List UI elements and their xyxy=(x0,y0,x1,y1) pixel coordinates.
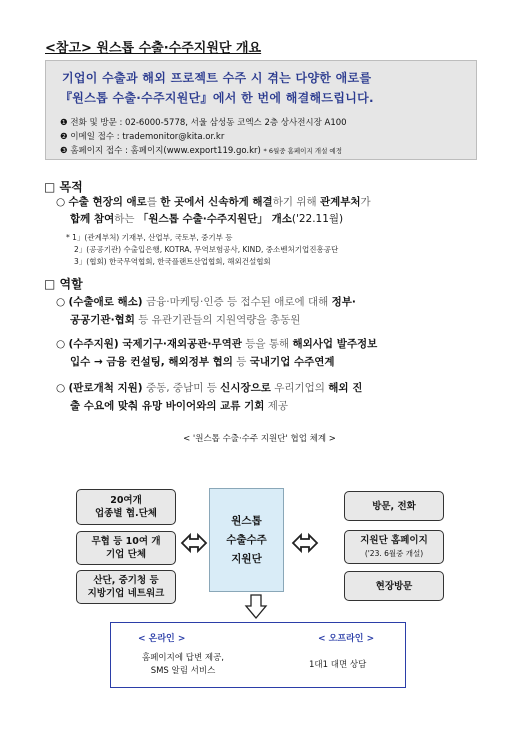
purpose-bold-4: 합께 참여 xyxy=(70,213,115,225)
diagram-right-2-line-2: ('23. 6월중 개설) xyxy=(364,549,424,558)
contact-homepage-note: * 6월중 홈페이지 개설 예정 xyxy=(263,147,342,155)
purpose-note-2: 2」(공공기관) 수출입은행, KOTRA, 무역보험공사, KIND, 중소벤처기업진흥공단 xyxy=(74,245,339,254)
role-1-bold-3: 공공기관·협회 xyxy=(70,314,135,326)
diagram-right-1-text: 방문, 전화 xyxy=(372,500,416,512)
offline-description: 1대1 대면 상담 xyxy=(309,660,367,670)
role-3-text-1: 중동, 중남미 등 xyxy=(142,382,221,394)
diagram-left-3-line-2: 지방기업 네트워크 xyxy=(87,588,165,599)
diagram-left-1-line-2: 업종별 협.단체 xyxy=(95,508,157,519)
purpose-text-2: 하기 위해 xyxy=(272,196,320,208)
diagram-channels-box xyxy=(110,622,406,688)
online-line-2: SMS 알림 서비스 xyxy=(150,666,216,676)
offline-label: < 오프라인 > xyxy=(318,634,375,644)
diagram-caption: < '원스톱 수출·수주 지원단' 협업 체계 > xyxy=(183,434,336,444)
page-title: <참고> 원스톱 수출·수주지원단 개요 xyxy=(45,41,262,56)
role-1-line-1 xyxy=(56,294,356,311)
role-3-bold-4: 출 수요에 맞춰 유망 바이어와의 교류 기회 xyxy=(70,400,265,412)
diagram-left-box-business-groups xyxy=(76,531,176,565)
purpose-bold-2: 한 곳에서 신속하게 해결 xyxy=(160,196,273,208)
role-2-line-1 xyxy=(56,336,377,353)
diagram-left-2-line-1: 무협 등 10여 개 xyxy=(91,536,161,547)
role-3-bold-1: (판로개척 지원) xyxy=(68,382,143,394)
diagram-left-2-line-2: 기업 단체 xyxy=(105,549,146,560)
role-heading: □ 역할 xyxy=(44,277,83,291)
diagram-right-2-line-1: 지원단 홈페이지 xyxy=(360,535,428,546)
role-3-bold-3: 해외 진 xyxy=(328,382,363,394)
role-1-bold-2: 정부· xyxy=(331,296,356,308)
role-2-bold-4: 국내기업 수주연계 xyxy=(249,356,335,368)
role-2-bold-3: 입수 → 금융 컨설팅, 해외정부 협의 xyxy=(70,356,233,368)
role-2-bold-2: 해외사업 발주정보 xyxy=(292,338,378,350)
info-callout-box xyxy=(45,60,477,160)
role-3-text-3: 제공 xyxy=(264,400,288,412)
purpose-heading: □ 목적 xyxy=(44,180,83,194)
diagram-right-box-site-visit xyxy=(344,571,444,601)
diagram-right-3-text: 현장방문 xyxy=(375,580,413,592)
diagram-center-line-3: 지원단 xyxy=(231,552,262,565)
role-2-bold-1: (수주지원) 국제기구·재외공관·무역관 xyxy=(68,338,242,350)
double-arrow-left-icon xyxy=(180,531,208,555)
purpose-bold-5: 「원스톱 수출·수주지원단」 개소 xyxy=(137,213,292,225)
purpose-note-1: * 1」(관계부처) 기재부, 산업부, 국토부, 중기부 등 xyxy=(66,233,233,242)
purpose-line-2 xyxy=(70,211,343,228)
purpose-text-1: 를 xyxy=(146,196,161,208)
bullet: ○ xyxy=(56,196,69,208)
diagram-right-box-homepage xyxy=(344,530,444,564)
purpose-bold-1: 수출 현장의 애로 xyxy=(68,196,147,208)
role-3-text-2: 우리기업의 xyxy=(270,382,329,394)
role-3-line-1 xyxy=(56,380,362,397)
online-line-1: 홈페이지에 답변 제공, xyxy=(141,653,224,663)
diagram-center-line-1: 원스톱 xyxy=(231,514,262,527)
down-arrow-icon xyxy=(244,594,268,620)
diagram-left-box-industry-associations xyxy=(76,489,176,525)
contact-homepage-text: ❸ 홈페이지 접수 : 홈페이지(www.export119.go.kr) xyxy=(60,146,261,156)
purpose-line-1 xyxy=(56,194,371,211)
diagram-center-line-2: 수출수주 xyxy=(226,533,267,546)
callout-headline-1: 기업이 수출과 해외 프로젝트 수주 시 겪는 다양한 애로를 xyxy=(62,71,372,85)
purpose-text-5: ('22.11월) xyxy=(291,213,344,225)
role-1-text-1: 금융·마케팅·인증 등 접수된 애로에 대해 xyxy=(142,296,332,308)
online-label: < 온라인 > xyxy=(138,634,186,644)
purpose-bold-3: 관계부처 xyxy=(319,196,361,208)
online-description xyxy=(113,652,253,678)
purpose-text-3: 가 xyxy=(360,196,371,208)
role-1-bold-1: (수출애로 해소) xyxy=(68,296,143,308)
bullet: ○ xyxy=(56,382,69,394)
callout-headline-2: 『원스톱 수출·수주지원단』에서 한 번에 해결해드립니다. xyxy=(60,91,374,105)
diagram-left-3-line-1: 산단, 중기청 등 xyxy=(93,575,159,586)
role-2-text-2: 등 xyxy=(232,356,250,368)
contact-email: ❷ 이메일 접수 : trademonitor@kita.or.kr xyxy=(60,132,225,142)
role-2-text-1: 등을 통해 xyxy=(241,338,293,350)
contact-phone-visit: ❶ 전화 및 방문 : 02-6000-5778, 서울 삼성동 코엑스 2층 상사전시장 A100 xyxy=(60,118,347,128)
role-3-bold-2: 신시장으로 xyxy=(220,382,271,394)
bullet: ○ xyxy=(56,296,69,308)
purpose-note-3: 3」(협회) 한국무역협회, 한국플랜트산업협회, 해외건설협회 xyxy=(74,257,271,266)
contact-homepage xyxy=(60,144,342,156)
diagram-center-onestop-team xyxy=(209,488,284,592)
role-3-line-2 xyxy=(70,398,288,415)
diagram-left-1-line-1: 20여개 xyxy=(110,495,142,506)
bullet: ○ xyxy=(56,338,69,350)
role-1-text-2: 등 유관기관들의 지원역량을 총동원 xyxy=(134,314,301,326)
role-2-line-2 xyxy=(70,354,335,371)
diagram-left-box-regional-network xyxy=(76,570,176,604)
diagram-right-box-visit-phone xyxy=(344,491,444,521)
role-1-line-2 xyxy=(70,312,300,329)
double-arrow-right-icon xyxy=(291,531,319,555)
purpose-text-4: 하는 xyxy=(114,213,138,225)
